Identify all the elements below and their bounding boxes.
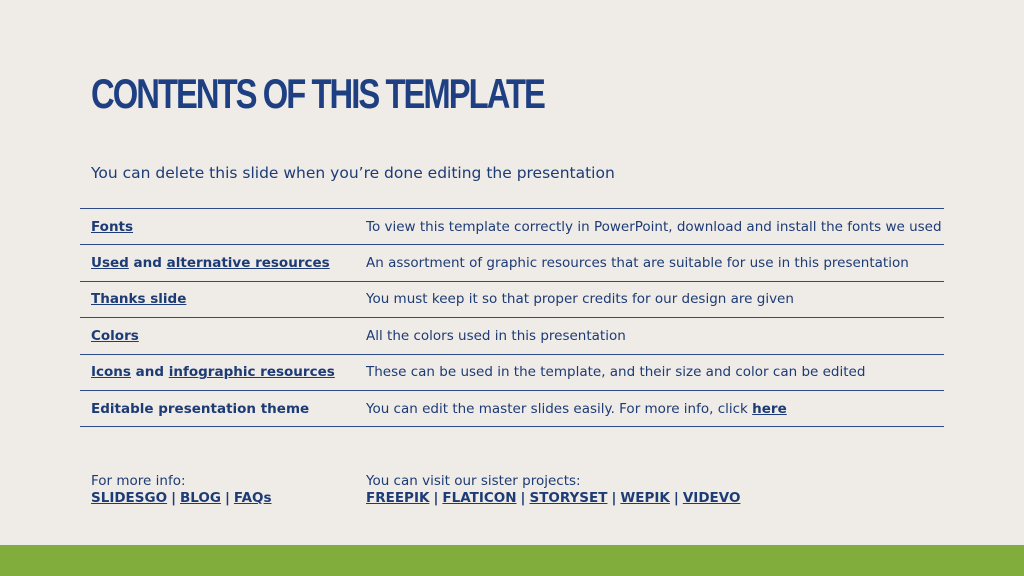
row-description-text: To view this template correctly in PowerPoint, download and install the fonts we used	[366, 218, 942, 235]
separator: |	[433, 490, 439, 506]
row-description	[366, 291, 794, 307]
wepik-link[interactable]: WEPIK	[620, 490, 670, 506]
videvo-link[interactable]: VIDEVO	[682, 490, 741, 506]
separator: |	[171, 490, 176, 506]
row-description-text: An assortment of graphic resources that are suitable for use in this presentation	[366, 255, 909, 272]
footer-sister-projects-label: You can visit our sister projects:	[366, 473, 581, 489]
slidesgo-link[interactable]: SLIDESGO	[91, 490, 168, 506]
blog-link[interactable]: BLOG	[180, 490, 221, 506]
table-row	[80, 391, 944, 427]
row-description	[366, 219, 942, 235]
footer-sister-projects	[366, 473, 740, 507]
row-label	[80, 401, 366, 417]
thanks-slide-link[interactable]: Thanks slide	[91, 291, 187, 308]
row-label	[80, 291, 366, 307]
separator: |	[611, 490, 617, 506]
row-description-text: These can be used in the template, and their size and color can be edited	[366, 364, 866, 381]
connector-text: and	[130, 364, 169, 381]
here-link[interactable]: here	[752, 400, 787, 417]
row-description	[366, 255, 909, 271]
row-label	[80, 364, 366, 380]
faqs-link[interactable]: FAQs	[233, 490, 272, 506]
row-description-text: You must keep it so that proper credits for our design are given	[366, 291, 794, 308]
row-label	[80, 328, 366, 344]
row-label	[80, 219, 366, 235]
editable-theme-label: Editable presentation theme	[91, 400, 310, 417]
footer-sister-projects-links	[366, 490, 740, 507]
row-description-text: You can edit the master slides easily. For more info, click	[366, 400, 753, 417]
alternative-resources-link[interactable]: alternative resources	[166, 255, 330, 272]
footer-more-info-label: For more info:	[91, 473, 186, 489]
colors-link[interactable]: Colors	[91, 327, 139, 344]
icons-link[interactable]: Icons	[91, 364, 131, 381]
infographic-resources-link[interactable]: infographic resources	[168, 364, 335, 381]
storyset-link[interactable]: STORYSET	[529, 490, 608, 506]
page-subtitle: You can delete this slide when you’re done editing the presentation	[91, 164, 615, 182]
row-description	[366, 328, 626, 344]
page-title: CONTENTS OF THIS TEMPLATE	[91, 70, 544, 117]
row-description	[366, 401, 787, 417]
table-row	[80, 318, 944, 354]
table-row	[80, 245, 944, 281]
flaticon-link[interactable]: FLATICON	[442, 490, 517, 506]
footer-more-info	[91, 473, 272, 507]
table-row	[80, 355, 944, 391]
contents-table	[80, 208, 944, 427]
row-description-text: All the colors used in this presentation	[366, 327, 626, 344]
footer-more-info-links	[91, 490, 272, 507]
separator: |	[520, 490, 526, 506]
fonts-link[interactable]: Fonts	[91, 218, 134, 235]
bottom-accent-bar	[0, 545, 1024, 576]
row-description	[366, 364, 865, 380]
row-label	[80, 255, 366, 271]
table-row	[80, 282, 944, 318]
freepik-link[interactable]: FREEPIK	[366, 490, 430, 506]
separator: |	[224, 490, 230, 506]
used-link[interactable]: Used	[91, 255, 129, 272]
table-row	[80, 209, 944, 245]
connector-text: and	[128, 255, 167, 272]
separator: |	[673, 490, 679, 506]
